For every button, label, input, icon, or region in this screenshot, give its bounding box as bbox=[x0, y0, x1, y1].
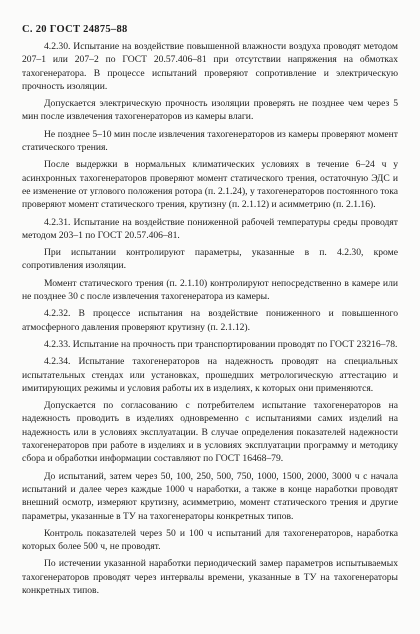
paragraph: До испытаний, затем через 50, 100, 250, 500, 750, 1000, 1500, 2000, 3000 ч с начала испытаний и далее через каждые 1000 ч наработки, а также в конце наработки проводят внешний осмотр, измеряют крутизну, асимметрию, момент статического трения и другие параметры, указанные в ТУ на тахогенераторы конкретных типов. bbox=[22, 470, 398, 522]
paragraph: При испытании контролируют параметры, указанные в п. 4.2.30, кроме сопротивления изоляции. bbox=[22, 247, 398, 272]
paragraph: 4.2.32. В процессе испытания на воздействие пониженного и повышенного атмосферного давления проверяют крутизну (п. 2.1.12). bbox=[22, 308, 398, 333]
paragraph: 4.2.31. Испытание на воздействие пониженной рабочей температуры среды проводят методом 203–1 по ГОСТ 20.57.406–81. bbox=[22, 216, 398, 241]
paragraph: 4.2.34. Испытание тахогенераторов на надежность проводят на специальных испытательных стендах или установках, прошедших метрологическую аттестацию и имитирующих режимы и условия работы их в изделиях, к которых они применяются. bbox=[22, 356, 398, 394]
document-body bbox=[22, 40, 398, 597]
paragraph: 4.2.30. Испытание на воздействие повышенной влажности воздуха проводят методом 207–1 или 207–2 по ГОСТ 20.57.406–81 при отсутствии напряжения на обмотках тахогенератора. В процессе испытаний проверяют сопротивление и электрическую прочность изоляции. bbox=[22, 41, 398, 92]
paragraph: Не позднее 5–10 мин после извлечения тахогенераторов из камеры проверяют момент статического трения. bbox=[22, 128, 398, 154]
paragraph: Допускается по согласованию с потребителем испытание тахогенераторов на надежность проводить в изделиях одновременно с испытаниями самих изделий на надежность или в условиях эксплуатации. В случае определения показателей надежности тахогенераторов при работе в изделиях и в условиях эксплуатации программу и методику сбора и обработки информации составляют по ГОСТ 16468–79. bbox=[22, 400, 398, 465]
page-header: С. 20 ГОСТ 24875–88 bbox=[22, 24, 128, 35]
paragraph: Контроль показателей через 50 и 100 ч испытаний для тахогенераторов, наработка которых более 500 ч, не проводят. bbox=[22, 527, 398, 553]
paragraph: Допускается электрическую прочность изоляции проверять не позднее чем через 5 мин после извлечения тахогенераторов из камеры влаги. bbox=[22, 98, 398, 123]
paragraph: После выдержки в нормальных климатических условиях в течение 6–24 ч у асинхронных тахогенераторов проверяют момент статического трения, остаточную ЭДС и ее изменение от углового положения ротора (п. 2.1.24), у тахогенераторов постоянного тока проверяют момент статического трения, крутизну (п. 2.1.12) и асимметрию (п. 2.1.16). bbox=[22, 159, 398, 211]
paragraph: По истечении указанной наработки периодический замер параметров испытываемых тахогенераторов проводят через интервалы времени, указанные в ТУ на тахогенераторы конкретных типов. bbox=[22, 558, 398, 596]
paragraph: Момент статического трения (п. 2.1.10) контролируют непосредственно в камере или не позднее 30 с после извлечения тахогенератора из камеры. bbox=[22, 277, 398, 303]
paragraph: 4.2.33. Испытание на прочность при транспортировании проводят по ГОСТ 23216–78. bbox=[44, 338, 398, 350]
